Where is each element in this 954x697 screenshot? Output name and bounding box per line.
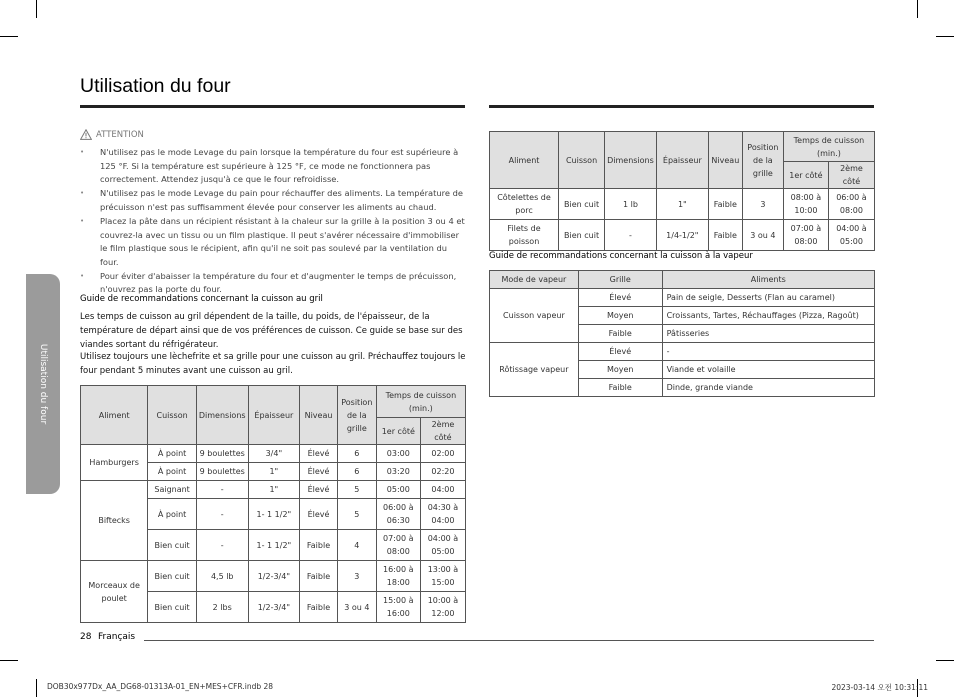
page-title: Utilisation du four bbox=[80, 75, 231, 97]
col-header: Aliments bbox=[662, 271, 874, 289]
grill-table bbox=[80, 385, 466, 623]
crop-mark bbox=[36, 679, 37, 697]
table-cell: Faible bbox=[578, 379, 662, 397]
table-cell: 10:00 à 12:00 bbox=[420, 592, 465, 623]
table-cell: 04:00 bbox=[420, 481, 465, 499]
table-cell: Faible bbox=[300, 592, 338, 623]
table-cell: 6 bbox=[337, 445, 376, 463]
table-cell: Faible bbox=[708, 220, 742, 251]
table-cell: 3 ou 4 bbox=[337, 592, 376, 623]
table-cell: 05:00 bbox=[376, 481, 420, 499]
table-cell: Élevé bbox=[300, 463, 338, 481]
table-cell: 07:00 à 08:00 bbox=[376, 530, 420, 561]
table-cell: 1- 1 1/2" bbox=[248, 499, 300, 530]
grill-paragraph: Les temps de cuisson au gril dépendent de la taille, du poids, de l'épaisseur, de la température de départ ainsi que de vos préférences de cuisson. Ce guide se base sur des viandes sortant du réfrigérateur. bbox=[80, 312, 463, 350]
table-cell: 2 lbs bbox=[196, 592, 248, 623]
page-number: 28 bbox=[80, 632, 92, 642]
table-cell: 5 bbox=[337, 481, 376, 499]
table-cell: 1/4-1/2" bbox=[656, 220, 708, 251]
table-cell: 13:00 à 15:00 bbox=[420, 561, 465, 592]
table-row bbox=[81, 561, 466, 592]
table-row bbox=[81, 481, 466, 499]
list-item: • N'utilisez pas le mode Levage du pain pour réchauffer des aliments. La température de précuisson n'est pas suffisamment élevée pour conserver les aliments au chaud. bbox=[80, 187, 466, 214]
table-cell: Cuisson vapeur bbox=[490, 289, 579, 343]
list-item: • N'utilisez pas le mode Levage du pain lorsque la température du four est supérieure à 125 °F. Si la température est supérieure à 125 °F, ce mode ne fonctionnera pas correctement. Attendez jusqu'à ce que le four refroidisse. bbox=[80, 146, 466, 187]
table-cell: Dinde, grande viande bbox=[662, 379, 874, 397]
steam-table bbox=[489, 270, 875, 397]
footer-rule bbox=[144, 640, 874, 641]
table-cell: Hamburgers bbox=[81, 445, 148, 481]
list-item: • Pour éviter d'abaisser la température du four et d'augmenter le temps de précuisson, n'ouvrez pas la porte du four. bbox=[80, 270, 466, 297]
table-cell: À point bbox=[148, 445, 197, 463]
table-cell: 1" bbox=[248, 463, 300, 481]
crop-mark bbox=[36, 0, 37, 18]
table-cell: Bien cuit bbox=[559, 220, 605, 251]
table-cell: À point bbox=[148, 463, 197, 481]
table-cell: Élevé bbox=[300, 445, 338, 463]
crop-mark bbox=[0, 36, 18, 37]
table-cell: 08:00 à 10:00 bbox=[783, 189, 828, 220]
attention-list bbox=[80, 146, 466, 298]
crop-mark bbox=[0, 660, 18, 661]
table-cell: Faible bbox=[300, 530, 338, 561]
table-cell: 03:20 bbox=[376, 463, 420, 481]
table-cell: 06:00 à 08:00 bbox=[828, 189, 874, 220]
table-cell: Bien cuit bbox=[559, 189, 605, 220]
col-header: Dimensions bbox=[196, 386, 248, 445]
table-cell: 16:00 à 18:00 bbox=[376, 561, 420, 592]
col-header: Aliment bbox=[490, 132, 559, 189]
table-cell: Moyen bbox=[578, 361, 662, 379]
table-cell: - bbox=[196, 530, 248, 561]
table-cell: 6 bbox=[337, 463, 376, 481]
table-cell: - bbox=[196, 499, 248, 530]
table-cell: 1- 1 1/2" bbox=[248, 530, 300, 561]
col-header: Cuisson bbox=[559, 132, 605, 189]
table-cell: Morceaux de poulet bbox=[81, 561, 148, 623]
table-cell: 9 boulettes bbox=[196, 463, 248, 481]
table-cell: Biftecks bbox=[81, 481, 148, 561]
table-cell: Viande et volaille bbox=[662, 361, 874, 379]
col-header: Temps de cuisson (min.) bbox=[376, 386, 465, 418]
table-cell: - bbox=[196, 481, 248, 499]
col-header: Grille bbox=[578, 271, 662, 289]
table-row bbox=[81, 445, 466, 463]
table-cell: 3 ou 4 bbox=[742, 220, 783, 251]
table-cell: 1 lb bbox=[605, 189, 657, 220]
attention-label: ATTENTION bbox=[96, 129, 144, 140]
table-cell: Bien cuit bbox=[148, 530, 197, 561]
table-cell: Élevé bbox=[300, 499, 338, 530]
table-cell: 3 bbox=[337, 561, 376, 592]
col-header: Temps de cuisson (min.) bbox=[783, 132, 874, 162]
table-cell: Filets de poisson bbox=[490, 220, 559, 251]
side-tab-label: Utilisation du four bbox=[38, 343, 48, 425]
title-rule-right bbox=[489, 105, 874, 108]
table-cell: Côtelettes de porc bbox=[490, 189, 559, 220]
crop-mark bbox=[936, 36, 954, 37]
table-cell: 5 bbox=[337, 499, 376, 530]
col-header: Dimensions bbox=[605, 132, 657, 189]
table-cell: 02:20 bbox=[420, 463, 465, 481]
table-row bbox=[490, 220, 875, 251]
col-header: Cuisson bbox=[148, 386, 197, 445]
table-row bbox=[490, 289, 875, 307]
col-header: Position de la grille bbox=[742, 132, 783, 189]
table-cell: 04:00 à 05:00 bbox=[420, 530, 465, 561]
table-cell: 3 bbox=[742, 189, 783, 220]
table-cell: 3/4" bbox=[248, 445, 300, 463]
title-rule-left bbox=[80, 105, 465, 108]
steam-heading: Guide de recommandations concernant la cuisson à la vapeur bbox=[489, 251, 753, 261]
col-header: 1er côté bbox=[376, 418, 420, 445]
col-header: Épaisseur bbox=[248, 386, 300, 445]
col-header: 2ème côté bbox=[828, 162, 874, 189]
table-cell: Moyen bbox=[578, 307, 662, 325]
col-header: Mode de vapeur bbox=[490, 271, 579, 289]
table-cell: Bien cuit bbox=[148, 592, 197, 623]
list-item: • Placez la pâte dans un récipient résistant à la chaleur sur la grille à la position 3 ou 4 et couvrez-la avec un tissu ou un film plastique. Il peut s'avérer nécessaire d'immobiliser le film plastique sous le récipient, afin qu'il ne soit pas soulevé par la ventilation du four. bbox=[80, 215, 466, 269]
table-cell: À point bbox=[148, 499, 197, 530]
table-cell: - bbox=[662, 343, 874, 361]
table-cell: 1" bbox=[656, 189, 708, 220]
footer-date: 2023-03-14 오전 10:31:11 bbox=[831, 683, 928, 692]
table-cell: Croissants, Tartes, Réchauffages (Pizza, Ragoût) bbox=[662, 307, 874, 325]
table-cell: - bbox=[605, 220, 657, 251]
table-cell: 06:00 à 06:30 bbox=[376, 499, 420, 530]
table-cell: Faible bbox=[708, 189, 742, 220]
table-cell: 1/2-3/4" bbox=[248, 592, 300, 623]
table-cell: Élevé bbox=[300, 481, 338, 499]
grill-heading: Guide de recommandations concernant la cuisson au gril bbox=[80, 294, 323, 304]
attention-heading bbox=[80, 129, 144, 140]
table-row bbox=[490, 343, 875, 361]
col-header: Niveau bbox=[300, 386, 338, 445]
col-header: 1er côté bbox=[783, 162, 828, 189]
table-cell: 4 bbox=[337, 530, 376, 561]
footer-file: DOB30x977Dx_AA_DG68-01313A-01_EN+MES+CFR.indb 28 bbox=[47, 682, 274, 691]
table-cell: 03:00 bbox=[376, 445, 420, 463]
side-tab bbox=[26, 274, 60, 494]
table-cell: Pain de seigle, Desserts (Flan au caramel) bbox=[662, 289, 874, 307]
table-cell: Bien cuit bbox=[148, 561, 197, 592]
grill-paragraph-2: Utilisez toujours une lèchefrite et sa grille pour une cuisson au gril. Préchauffez toujours le four pendant 5 minutes avant une cuisson au gril. bbox=[80, 352, 466, 376]
col-header: 2ème côté bbox=[420, 418, 465, 445]
footer-language: Français bbox=[98, 632, 136, 642]
table-cell: Élevé bbox=[578, 343, 662, 361]
col-header: Position de la grille bbox=[337, 386, 376, 445]
table-cell: 9 boulettes bbox=[196, 445, 248, 463]
table-cell: 07:00 à 08:00 bbox=[783, 220, 828, 251]
crop-mark bbox=[936, 660, 954, 661]
table-row bbox=[490, 189, 875, 220]
table-cell: Rôtissage vapeur bbox=[490, 343, 579, 397]
table-cell: 04:30 à 04:00 bbox=[420, 499, 465, 530]
table-cell: Élevé bbox=[578, 289, 662, 307]
table-cell: Faible bbox=[578, 325, 662, 343]
table-cell: 04:00 à 05:00 bbox=[828, 220, 874, 251]
table-cell: 15:00 à 16:00 bbox=[376, 592, 420, 623]
table-cell: 02:00 bbox=[420, 445, 465, 463]
col-header: Aliment bbox=[81, 386, 148, 445]
warning-icon bbox=[80, 129, 92, 140]
grill-table-continued bbox=[489, 131, 875, 251]
col-header: Niveau bbox=[708, 132, 742, 189]
table-cell: 4,5 lb bbox=[196, 561, 248, 592]
col-header: Épaisseur bbox=[656, 132, 708, 189]
crop-mark bbox=[917, 0, 918, 18]
table-cell: 1/2-3/4" bbox=[248, 561, 300, 592]
table-cell: Faible bbox=[300, 561, 338, 592]
table-cell: Saignant bbox=[148, 481, 197, 499]
table-cell: Pâtisseries bbox=[662, 325, 874, 343]
table-cell: 1" bbox=[248, 481, 300, 499]
